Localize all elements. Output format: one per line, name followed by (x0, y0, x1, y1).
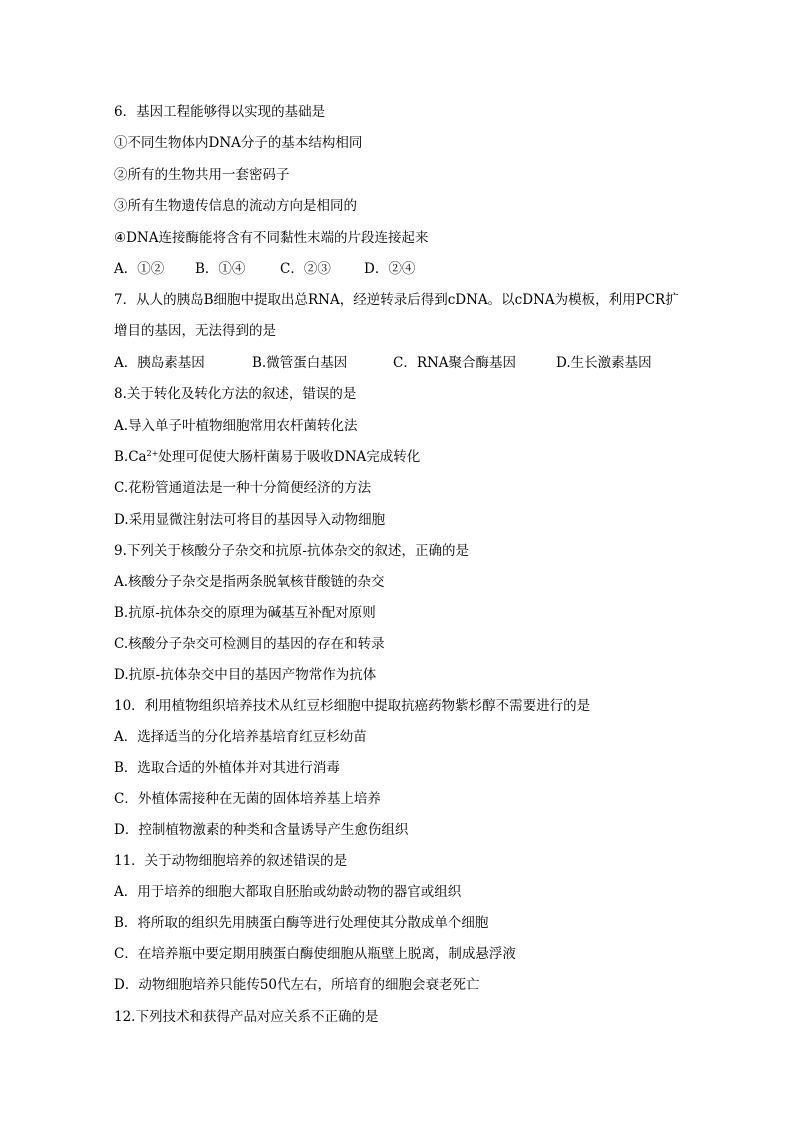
question-8-option-c: C.花粉管通道法是一种十分简便经济的方法 (114, 480, 372, 496)
question-8-option-b-rest: 处理可促使大肠杆菌易于吸收DNA完成转化 (158, 449, 421, 465)
question-6-stem: 6．基因工程能够得以实现的基础是 (114, 104, 326, 120)
question-6-option-d: D．②④ (364, 261, 416, 277)
calcium-charge-superscript: 2+ (146, 449, 159, 458)
question-8-option-d: D.采用显微注射法可将目的基因导入动物细胞 (114, 512, 386, 528)
question-6-option-c: C．②③ (280, 261, 331, 277)
question-9-option-c: C.核酸分子杂交可检测目的基因的存在和转录 (114, 636, 385, 652)
question-10-option-d: D．控制植物激素的种类和含量诱导产生愈伤组织 (114, 822, 409, 838)
question-11-option-a: A．用于培养的细胞大都取自胚胎或幼龄动物的器官或组织 (114, 884, 462, 900)
question-7-option-a: A．胰岛素基因 (114, 355, 205, 371)
question-7-option-d: D.生长激素基因 (556, 355, 652, 371)
question-6-option-b: B．①④ (195, 261, 246, 277)
question-10-option-b: B．选取合适的外植体并对其进行消毒 (114, 760, 340, 776)
question-10-stem: 10．利用植物组织培养技术从红豆杉细胞中提取抗癌药物紫杉醇不需要进行的是 (114, 698, 591, 714)
question-6-option-a: A．①② (114, 261, 165, 277)
question-9-stem: 9.下列关于核酸分子杂交和抗原-抗体杂交的叙述，正确的是 (114, 543, 469, 559)
question-9-option-b: B.抗原-抗体杂交的原理为碱基互补配对原则 (114, 605, 376, 621)
question-9-option-d: D.抗原-抗体杂交中目的基因产物常作为抗体 (114, 667, 377, 683)
question-6-statement-1: ①不同生物体内DNA分子的基本结构相同 (114, 135, 363, 151)
question-11-option-c: C．在培养瓶中要定期用胰蛋白酶使细胞从瓶壁上脱离，制成悬浮液 (114, 946, 516, 962)
question-7-stem-line-1: 7．从人的胰岛B细胞中提取出总RNA，经逆转录后得到cDNA。以cDNA为模板，利用PCR扩 (114, 292, 679, 308)
question-7-option-c: C．RNA聚合酶基因 (393, 355, 517, 371)
question-9-option-a: A.核酸分子杂交是指两条脱氧核苷酸链的杂交 (114, 574, 385, 590)
question-7-option-b: B.微管蛋白基因 (252, 355, 348, 371)
question-8-option-a: A.导入单子叶植物细胞常用农杆菌转化法 (114, 418, 358, 434)
question-8-stem: 8.关于转化及转化方法的叙述，错误的是 (114, 386, 357, 402)
question-11-option-d: D．动物细胞培养只能传50代左右，所培育的细胞会衰老死亡 (114, 977, 480, 993)
question-7-stem-line-2: 增目的基因，无法得到的是 (114, 323, 276, 339)
question-10-option-c: C．外植体需接种在无菌的固体培养基上培养 (114, 791, 381, 807)
question-10-option-a: A．选择适当的分化培养基培育红豆杉幼苗 (114, 729, 367, 745)
question-6-statement-2: ②所有的生物共用一套密码子 (114, 167, 290, 183)
question-8-option-b-prefix: B.Ca (114, 449, 147, 465)
question-11-stem: 11．关于动物细胞培养的叙述错误的是 (114, 853, 348, 869)
question-12-stem: 12.下列技术和获得产品对应关系不正确的是 (114, 1009, 379, 1025)
question-6-statement-3: ③所有生物遗传信息的流动方向是相同的 (114, 198, 357, 214)
question-11-option-b: B．将所取的组织先用胰蛋白酶等进行处理使其分散成单个细胞 (114, 915, 489, 931)
question-8-option-b (114, 448, 420, 466)
question-6-statement-4: ④DNA连接酶能将含有不同黏性末端的片段连接起来 (114, 230, 429, 246)
